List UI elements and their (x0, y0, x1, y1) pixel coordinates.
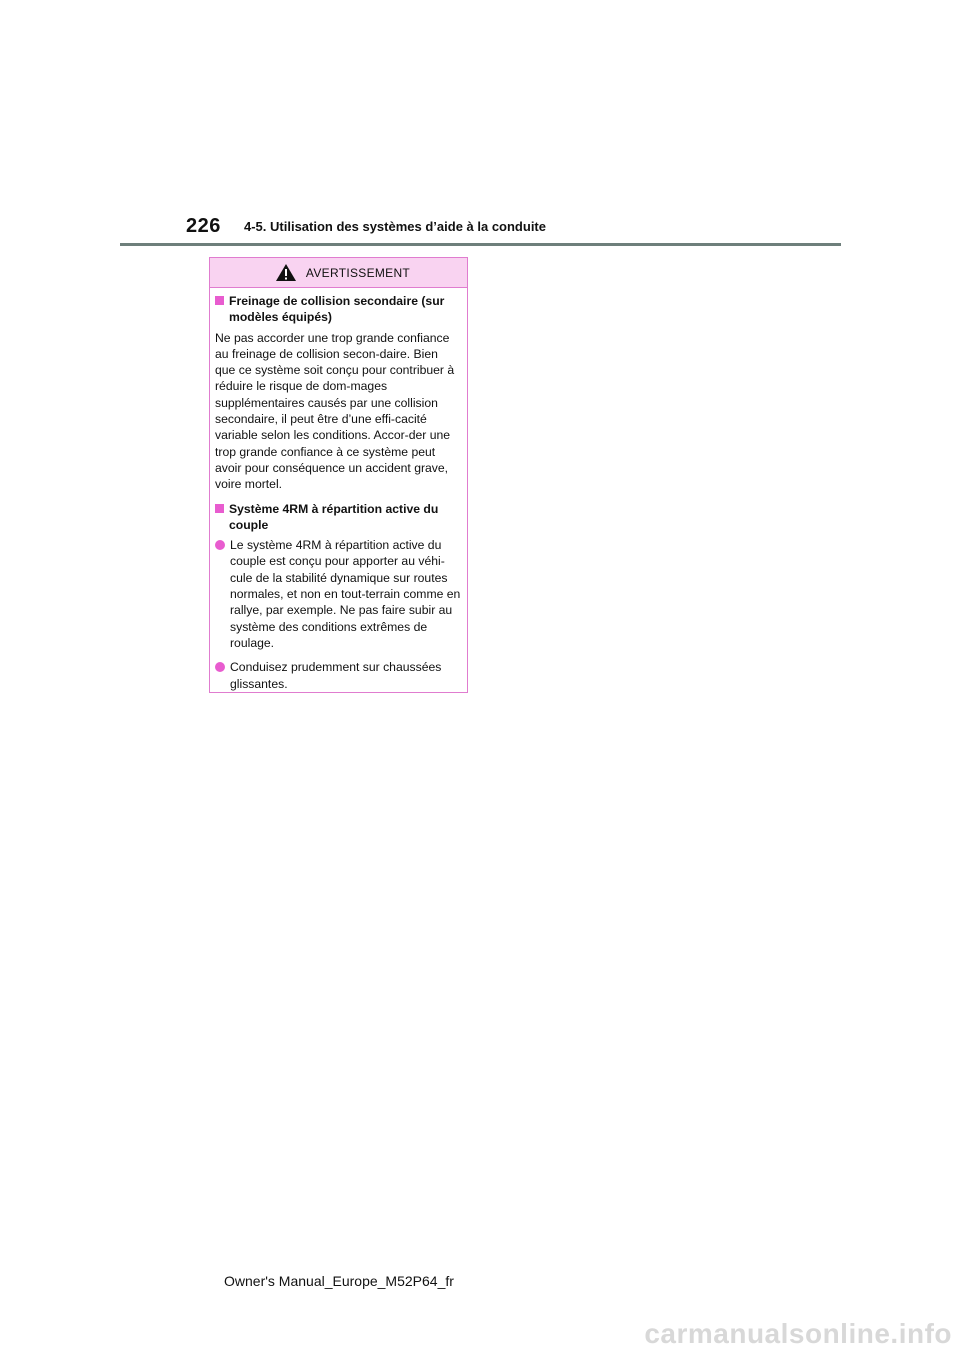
page-number: 226 (186, 215, 221, 237)
section-heading-text: Freinage de collision secondaire (sur modèles équipés) (229, 294, 445, 325)
warning-header (210, 258, 467, 288)
list-item-text: Conduisez prudemment sur chaussées glissantes. (230, 660, 442, 691)
section-heading-4wd-torque (215, 501, 461, 534)
list-item-text: Le système 4RM à répartition active du couple est conçu pour apporter au véhi-cule de la stabilité dynamique sur routes normales, et non en tout-terrain comme en rallye, par exemple. Ne pas faire subir au système des conditions extrêmes de roulage. (230, 538, 461, 650)
warning-triangle-icon (275, 263, 297, 282)
list-item (215, 659, 461, 692)
square-bullet-icon (215, 504, 224, 513)
header-divider (120, 243, 841, 246)
warning-box (209, 257, 468, 693)
section-paragraph: Ne pas accorder une trop grande confiance au freinage de collision secon-daire. Bien que ce système soit conçu pour contribuer à réduire le risque de dom-mages supplémentaires causés par une collision secondaire, il peut être d’une effi-cacité variable selon les conditions. Accor-der une trop grande confiance à ce système peut avoir pour conséquence un accident grave, voire mortel. (215, 330, 455, 492)
square-bullet-icon (215, 296, 224, 305)
section-heading-secondary-collision-brake (215, 293, 461, 326)
warning-body (210, 288, 467, 692)
warning-title: AVERTISSEMENT (305, 265, 411, 280)
circle-bullet-icon (215, 540, 225, 550)
section-title: 4-5. Utilisation des systèmes d’aide à la conduite (244, 219, 546, 234)
watermark: carmanualsonline.info (644, 1318, 952, 1349)
section-heading-text: Système 4RM à répartition active du couple (229, 501, 439, 532)
list-item (215, 537, 461, 651)
footer-document-id: Owner's Manual_Europe_M52P64_fr (224, 1273, 454, 1289)
circle-bullet-icon (215, 662, 225, 672)
